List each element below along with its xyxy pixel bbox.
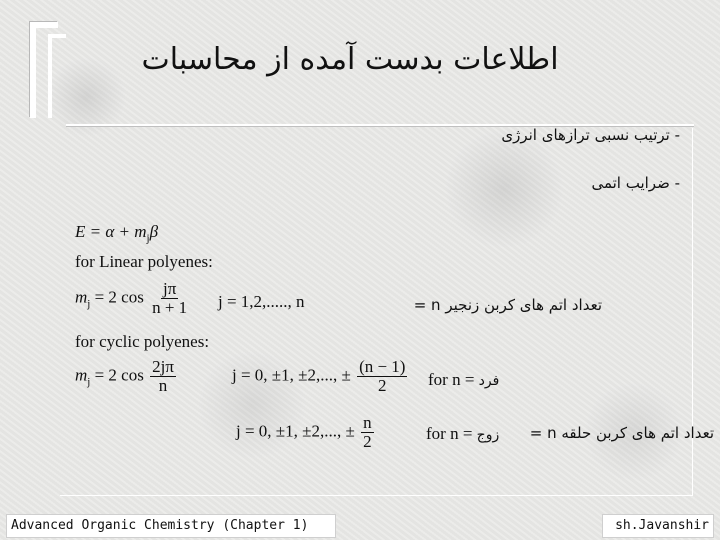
cyclic-two-cos: = 2 cos (94, 365, 144, 385)
energy-sub: j (146, 232, 150, 245)
even-condition (426, 424, 499, 444)
linear-mj: m (75, 287, 88, 307)
cyclic-fraction (150, 358, 176, 395)
cyclic-frac-num: 2jπ (152, 357, 174, 376)
footer-author-label: sh.Javanshir (602, 514, 714, 538)
linear-two-cos: = 2 cos (94, 287, 144, 307)
odd-frac-den: 2 (378, 376, 387, 395)
even-for-n: for n = (426, 424, 473, 443)
cyclic-heading: for cyclic polyenes: (75, 332, 210, 351)
energy-beta: β (149, 222, 159, 241)
even-fraction (361, 414, 374, 451)
chain-atoms-prefix: n = (413, 296, 441, 314)
footer-course-label: Advanced Organic Chemistry (Chapter 1) (6, 514, 336, 538)
linear-mj-equation (75, 280, 191, 317)
even-frac-den: 2 (363, 432, 372, 451)
odd-frac-num: (n − 1) (359, 357, 406, 376)
odd-range-text: j = 0, ±1, ±2,..., ± (232, 365, 351, 385)
decorative-bracket-inner (48, 34, 66, 118)
energy-equation (75, 222, 158, 244)
linear-mj-sub: j (87, 297, 91, 310)
cyclic-frac-den: n (158, 376, 168, 395)
energy-lhs: E = α + m (75, 222, 147, 241)
even-word: زوج (476, 427, 500, 443)
linear-frac-den: n + 1 (152, 298, 188, 317)
chain-atoms-note (414, 296, 602, 314)
slide-title: اطلاعات بدست آمده از محاسبات (141, 42, 559, 77)
ring-atoms-note (530, 424, 714, 442)
odd-fraction (357, 358, 407, 395)
cyclic-mj: m (75, 365, 88, 385)
even-frac-num: n (363, 413, 372, 432)
linear-frac-num: jπ (162, 279, 177, 298)
odd-for-n: for n = (428, 370, 475, 389)
cyclic-mj-equation (75, 358, 178, 395)
bullet-atomic-coefficients: - ضرایب اتمی (591, 174, 680, 192)
linear-fraction (150, 280, 189, 317)
odd-condition (428, 370, 499, 390)
even-range-text: j = 0, ±1, ±2,..., ± (236, 421, 355, 441)
even-range (236, 414, 376, 451)
cyclic-mj-sub: j (87, 375, 91, 388)
odd-range (232, 358, 409, 395)
linear-range: j = 1,2,....., n (218, 292, 305, 311)
linear-heading: for Linear polyenes: (75, 252, 213, 271)
odd-word: فرد (478, 373, 500, 389)
ring-atoms-text: تعداد اتم های کربن حلقه (561, 424, 714, 442)
bullet-energy-levels: - ترتیب نسبی ترازهای انرژی (501, 126, 680, 144)
ring-atoms-prefix: n = (529, 424, 557, 442)
chain-atoms-text: تعداد اتم های کربن زنجیر (445, 296, 602, 314)
